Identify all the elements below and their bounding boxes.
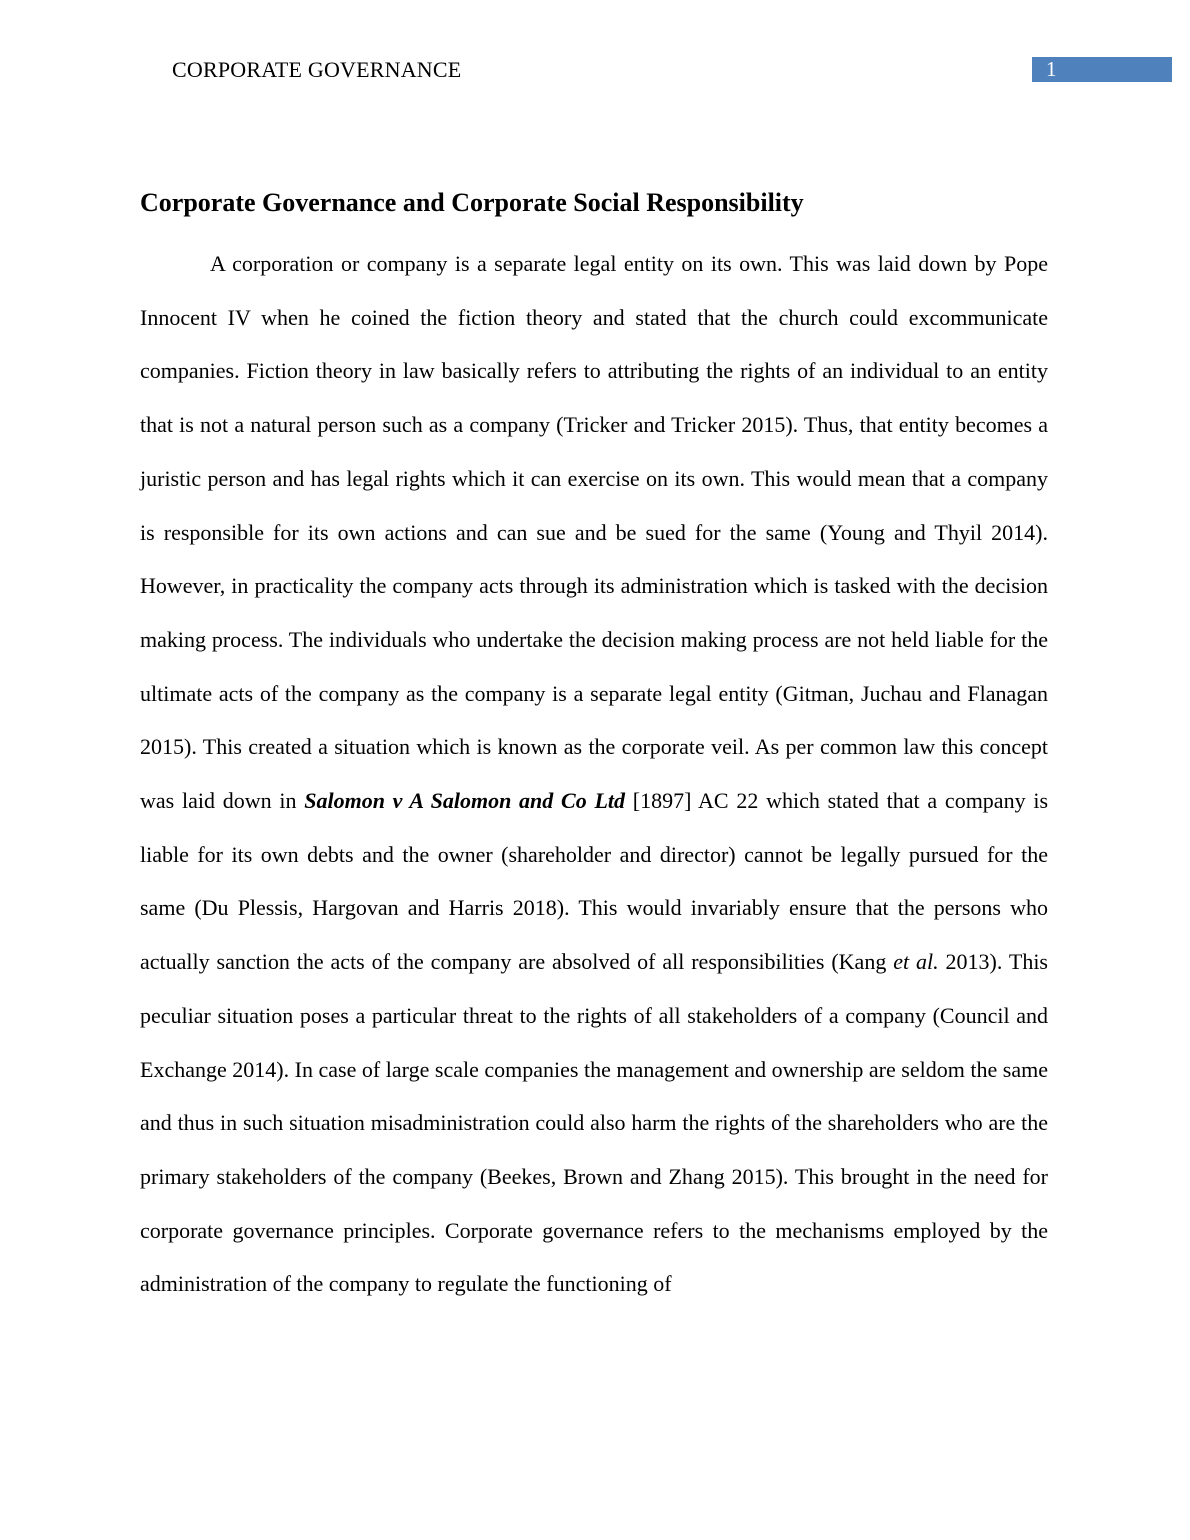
paragraph-text-part-1: A corporation or company is a separate legal entity on its own. This was laid down by Pope Innocent IV when he coined the fiction theory and stated that the church could excommunicate companies. Fiction theory in law basically refers to attributing the rights of an individual to an entity that is not a natural person such as a company (Tricker and Tricker 2015). Thus, that entity becomes a juristic person and has legal rights which it can exercise on its own. This would mean that a company is responsible for its own actions and can sue and be sued for the same (Young and Thyil 2014). However, in practicality the company acts through its administration which is tasked with the decision making process. The individuals who undertake the decision making process are not held liable for the ultimate acts of the company as the company is a separate legal entity (Gitman, Juchau and Flanagan 2015). This created a situation which is known as the corporate veil. As per common law this concept was laid down in (140, 251, 1048, 814)
body-paragraph (140, 237, 1048, 1311)
paragraph-text-part-3: 2013). This peculiar situation poses a particular threat to the rights of all stakeholders of a company (Council and Exchange 2014). In case of large scale companies the management and ownership are seldom the same and thus in such situation misadministration could also harm the rights of the shareholders who are the primary stakeholders of the company (Beekes, Brown and Zhang 2015). This brought in the need for corporate governance principles. Corporate governance refers to the mechanisms employed by the administration of the company to regulate the functioning of (140, 949, 1048, 1297)
running-head: CORPORATE GOVERNANCE (172, 57, 462, 82)
case-citation: Salomon v A Salomon and Co Ltd (304, 788, 626, 814)
page-number: 1 (1032, 57, 1172, 82)
paragraph-text-part-2: [1897] AC 22 which stated that a company is liable for its own debts and the owner (shareholder and director) cannot be legally pursued for the same (Du Plessis, Hargovan and Harris 2018). This would invariably ensure that the persons who actually sanction the acts of the company are absolved of all responsibilities (Kang (140, 788, 1049, 975)
document-title: Corporate Governance and Corporate Social Responsibility (140, 188, 804, 217)
et-al-citation: et al. (893, 949, 939, 975)
